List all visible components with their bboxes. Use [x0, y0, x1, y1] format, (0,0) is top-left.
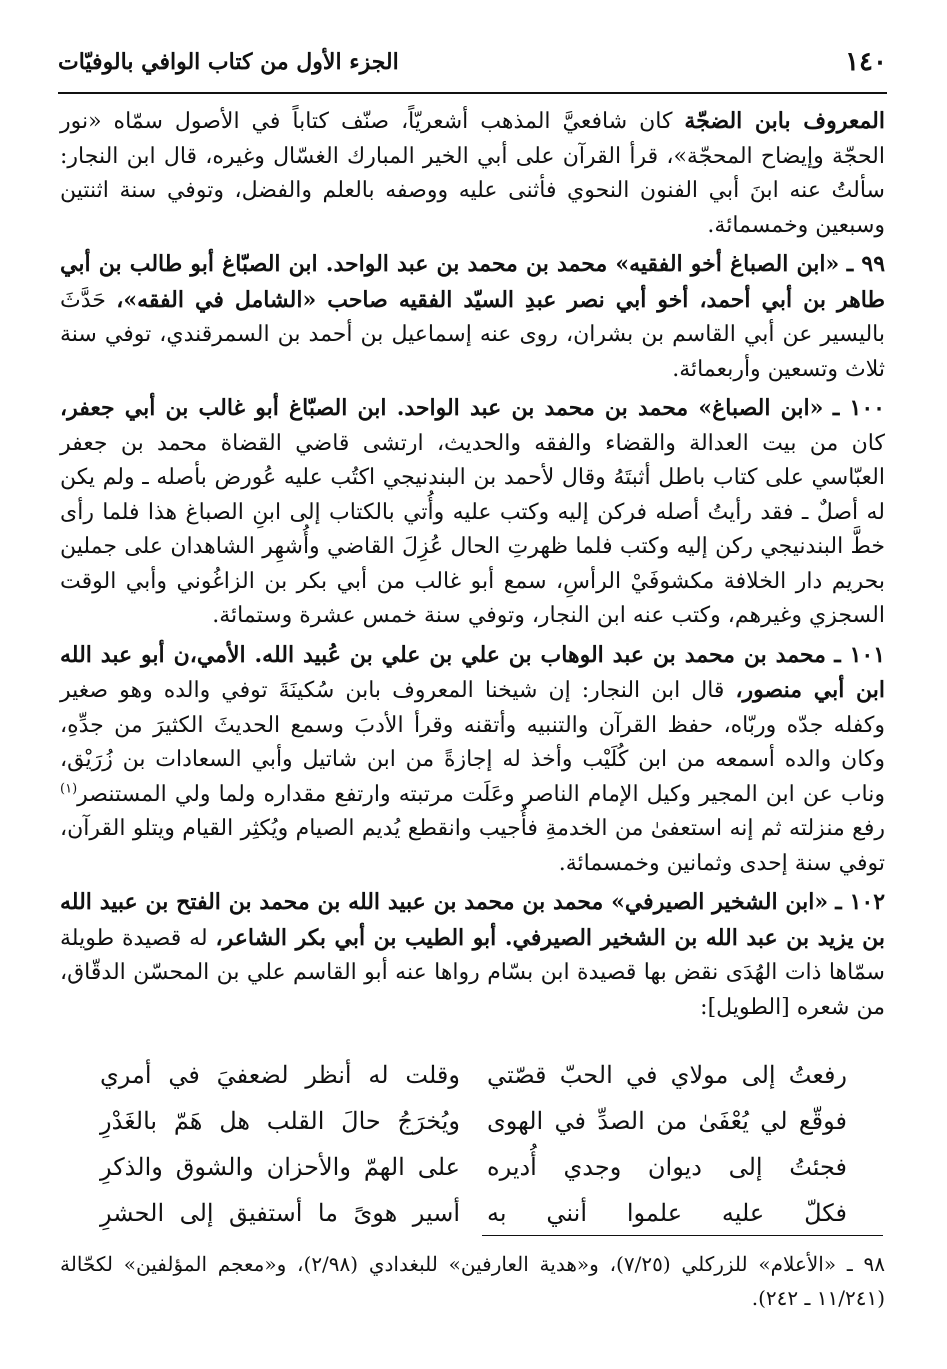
footnote-marker: (١): [60, 781, 78, 797]
entry-head: «ابن الصباغ أخو الفقيه» محمد بن محمد بن عبد الواحد. ابن الصبّاغ أبو طالب بن أبي طاهر بن أبي أحمد، أخو أبي نصر عبدِ السيّد الفقيه صاحب «الشامل في الفقه»،: [60, 251, 886, 313]
poem-verse: [100, 1098, 847, 1144]
page-number: ١٤٠: [845, 47, 887, 77]
entry-head: محمد بن محمد بن عبد الوهاب بن علي بن علي بن عُبيد الله. الأمي،ن أبو عبد الله ابن أبي منصور،: [60, 641, 885, 703]
verse-first-hemistich: فكلّ عليه علموا أنني به: [487, 1199, 847, 1227]
entry-number: ١٠٠ ـ: [832, 395, 885, 421]
entry-number: ٩٩ ـ: [846, 251, 886, 277]
verse-second-hemistich: ويُخرَجُ حالَ القلب هل هَمّ بالغَدْرِ: [100, 1107, 460, 1135]
entry-102: [60, 885, 885, 1025]
poem: [100, 1052, 847, 1236]
entry-head: «ابن الصباغ» محمد بن محمد بن عبد الواحد. ابن الصبّاغ أبو غالب بن أبي جعفر،: [60, 395, 824, 421]
header-divider: [58, 92, 887, 94]
footnote-divider: [482, 1235, 883, 1236]
footnote: ٩٨ ـ «الأعلام» للزركلي (٧/٢٥)، و«هدية العارفين» للبغدادي (٢/٩٨)، و«معجم المؤلفين» لكحّالة (١١/٢٤١ ـ ٢٤٢).: [60, 1252, 886, 1310]
poem-verse: [100, 1190, 847, 1236]
entry-number: ١٠٢ ـ: [835, 889, 886, 915]
entry-text: له قصيدة طويلة سمّاها ذات الهُدَى نقض بها قصيدة ابن بسّام رواها عنه أبو القاسم علي بن المحسّن الدقّاق، من شعره [الطويل]:: [60, 925, 885, 1020]
entry-text-continued: رفع منزلته ثم إنه استعفىٰ من الخدمةِ فأُجيب وانقطع يُديم الصيام ويُكثِر القيام ويتلو القرآن، توفي سنة إحدى وثمانين وخمسمائة.: [60, 816, 885, 876]
page-body: [60, 104, 885, 1029]
verse-first-hemistich: فجئتُ إلى ديوان وجدي أُديره: [487, 1153, 847, 1181]
entry-text: حَدَّثَ باليسير عن أبي القاسم بن بشران، روى عنه إسماعيل بن أحمد بن السمرقندي، توفي سنة ثلاث وتسعين وأربعمائة.: [60, 287, 885, 382]
entry-101: [60, 638, 885, 882]
running-title: الجزء الأول من كتاب الوافي بالوفيّات: [58, 49, 399, 75]
entry-text: كان من بيت العدالة والقضاء والفقه والحديث، ارتشى قاضي القضاة محمد بن جعفر العبّاسي على كتاب باطل أثبتَهُ وقال لأحمد بن البندنيجي اكتُب عليه عُورض بأصله ـ ولم يكن له أصلٌ ـ فقد رأيتُ أصله فركن إليه وكتب عليه وأُتي بالكتاب إلى ابنِ الصباغ هذا فلما رأى خطَّ البندنيجي ركن إليه وكتب فلما ظهرتِ الحال عُزِلَ القاضي وأُشهِر الشاهدان على جملين بحريم دار الخلافة مكشوفَيْ الرأسِ، سمع أبو غالب من أبي بكر بن الزاغُوني وأبي الوقت السجزي وغيرهم، وكتب عنه ابن النجار، وتوفي سنة خمس عشرة وستمائة.: [60, 430, 885, 628]
verse-first-hemistich: فوقّع لي يُعْفَىٰ من الصدِّ في الهوى: [487, 1107, 847, 1135]
verse-first-hemistich: رفعتُ إلى مولاي في الحبّ قصّتي: [487, 1061, 847, 1089]
entry-99: [60, 247, 885, 387]
entry-number: ١٠١ ـ: [834, 641, 886, 668]
entry-100: [60, 391, 885, 634]
verse-second-hemistich: على الهمّ والأحزان والشوق والذكرِ: [100, 1153, 460, 1181]
entry-head: «ابن الشخير الصيرفي» محمد بن محمد بن عبيد الله بن محمد بن الفتح بن عبيد الله بن يزيد بن عبد الله بن الشخير الصيرفي. أبو الطيب بن أبي بكر الشاعر،: [60, 889, 885, 951]
entry-head: المعروف بابن الضجّة: [684, 108, 885, 134]
poem-verse: [100, 1144, 847, 1190]
page-header: [58, 40, 887, 84]
verse-second-hemistich: وقلت له أنظر لضعفيَ في أمري: [100, 1061, 460, 1089]
poem-verse: [100, 1052, 847, 1098]
verse-second-hemistich: أسير هوىً ما أستفيق إلى الحشرِ: [100, 1199, 460, 1227]
entry-text: كان شافعيَّ المذهب أشعريّاً، صنّف كتاباً في الأصول سمّاه «نور الحجّة وإيضاح المحجّة»، قرأ القرآن على أبي الخير المبارك الغسّال وغيره، قال ابن النجار: سألتُ عنه ابنَ أبي الفنون النحوي فأثنى عليه ووصفه بالعلم والفضل، وتوفي سنة اثنتين وسبعين وخمسمائة.: [60, 109, 885, 238]
entry-text: قال ابن النجار: إن شيخنا المعروف بابن سُكينَةَ توفي والده وهو صغير وكفله جدّه وربّاه، حفظ القرآن والتنبيه وأتقنه وقرأ الأدبَ وسمع الحديثَ الكثيرَ من جدِّهِ، وكان والده أسمعه من ابن كُلَيْب وأخذ له إجازةً من ابن شاتيل وأبي السعادات بن زُرَيْق، وناب عن ابن المجير وكيل الإمام الناصر وعَلَت مرتبته وارتفع مقداره ولما ولي المستنصر: [60, 678, 885, 807]
entry-98-continuation: [60, 104, 885, 243]
